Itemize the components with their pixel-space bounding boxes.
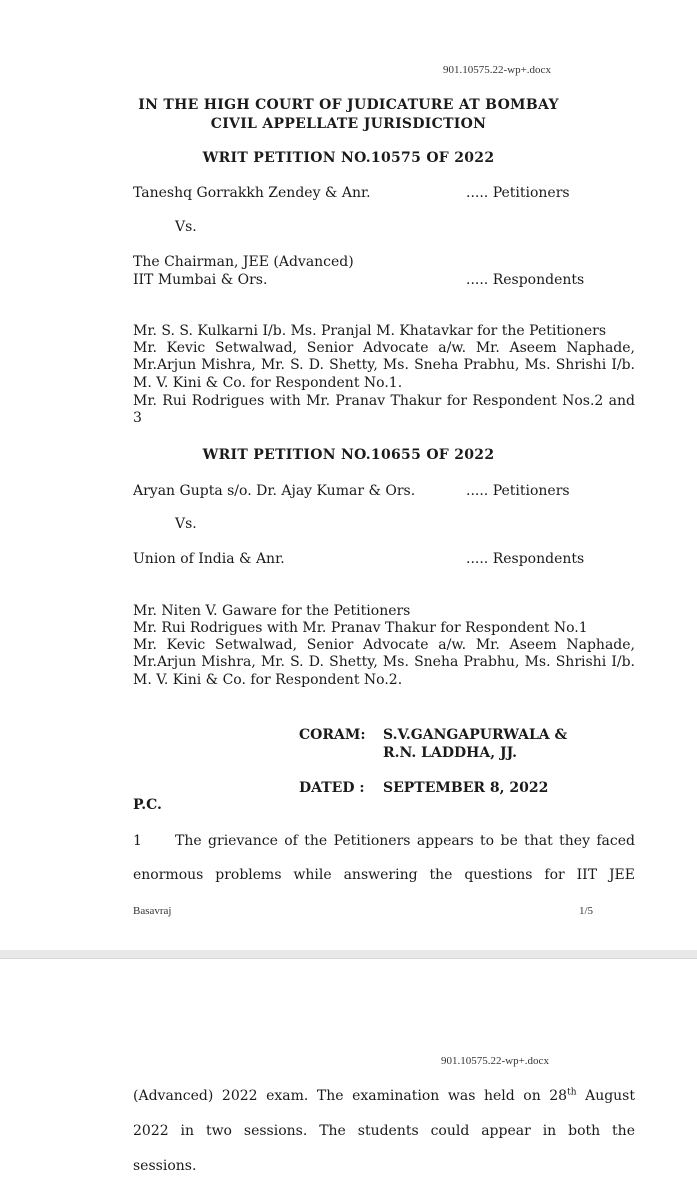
coram-judge-2: R.N. LADDHA, JJ. bbox=[383, 745, 518, 761]
page-number: 1/5 bbox=[579, 905, 594, 917]
dated-label: DATED : bbox=[299, 780, 365, 796]
paragraph-line: (Advanced) 2022 exam. The examination was held on 28th August bbox=[133, 1087, 635, 1104]
petitioner-name-2: Aryan Gupta s/o. Dr. Ajay Kumar & Ors. bbox=[133, 483, 416, 499]
versus-2: Vs. bbox=[175, 516, 197, 532]
counsel-line: Mr. Rui Rodrigues with Mr. Pranav Thakur for Respondent No.1 bbox=[133, 620, 588, 636]
versus-1: Vs. bbox=[175, 219, 197, 235]
file-reference: 901.10575.22-wp+.docx bbox=[443, 64, 551, 76]
respondent-name-2: Union of India & Anr. bbox=[133, 551, 285, 567]
file-reference: 901.10575.22-wp+.docx bbox=[441, 1055, 549, 1067]
petitioner-name-1: Taneshq Gorrakkh Zendey & Anr. bbox=[133, 185, 371, 201]
counsel-line: Mr. S. S. Kulkarni I/b. Ms. Pranjal M. Khatavkar for the Petitioners bbox=[133, 323, 607, 339]
respondent-name-1b: IIT Mumbai & Ors. bbox=[133, 272, 268, 288]
paragraph-line: enormous problems while answering the questions for IIT JEE bbox=[133, 867, 635, 883]
counsel-line: Mr. Rui Rodrigues with Mr. Pranav Thakur for Respondent Nos.2 and 3 bbox=[133, 393, 635, 427]
petitioner-role-2: ..... Petitioners bbox=[466, 483, 570, 499]
paragraph-number: 1 bbox=[133, 833, 142, 849]
paragraph-line: 2022 in two sessions. The students could appear in both the bbox=[133, 1123, 635, 1139]
coram-label: CORAM: bbox=[299, 727, 366, 743]
court-name: IN THE HIGH COURT OF JUDICATURE AT BOMBAY bbox=[138, 97, 559, 113]
counsel-line: Mr. Kevic Setwalwad, Senior Advocate a/w. Mr. Aseem Naphade, Mr.Arjun Mishra, Mr. S. D. Shetty, Ms. Sneha Prabhu, Ms. Shrishi I/b. M. V. Kini & Co. for Respondent No.1. bbox=[133, 340, 635, 391]
paragraph-line: The grievance of the Petitioners appears to be that they faced bbox=[175, 833, 635, 849]
writ-petition-heading-1: WRIT PETITION NO.10575 OF 2022 bbox=[202, 150, 495, 166]
dated-value: SEPTEMBER 8, 2022 bbox=[383, 780, 549, 796]
coram-judge-1: S.V.GANGAPURWALA & bbox=[383, 727, 568, 743]
respondent-role-1: ..... Respondents bbox=[466, 272, 585, 288]
respondent-role-2: ..... Respondents bbox=[466, 551, 585, 567]
page-2 bbox=[0, 958, 697, 1201]
jurisdiction: CIVIL APPELLATE JURISDICTION bbox=[210, 116, 487, 132]
per-curiam: P.C. bbox=[133, 797, 162, 813]
respondent-name-1a: The Chairman, JEE (Advanced) bbox=[133, 254, 354, 270]
paragraph-line: sessions. bbox=[133, 1158, 197, 1174]
counsel-line: Mr. Niten V. Gaware for the Petitioners bbox=[133, 603, 411, 619]
counsel-line: Mr. Kevic Setwalwad, Senior Advocate a/w. Mr. Aseem Naphade, Mr.Arjun Mishra, Mr. S. D. Shetty, Ms. Sneha Prabhu, Ms. Shrishi I/b. M. V. Kini & Co. for Respondent No.2. bbox=[133, 637, 635, 688]
footer-author: Basavraj bbox=[133, 905, 172, 917]
writ-petition-heading-2: WRIT PETITION NO.10655 OF 2022 bbox=[202, 447, 495, 463]
petitioner-role-1: ..... Petitioners bbox=[466, 185, 570, 201]
